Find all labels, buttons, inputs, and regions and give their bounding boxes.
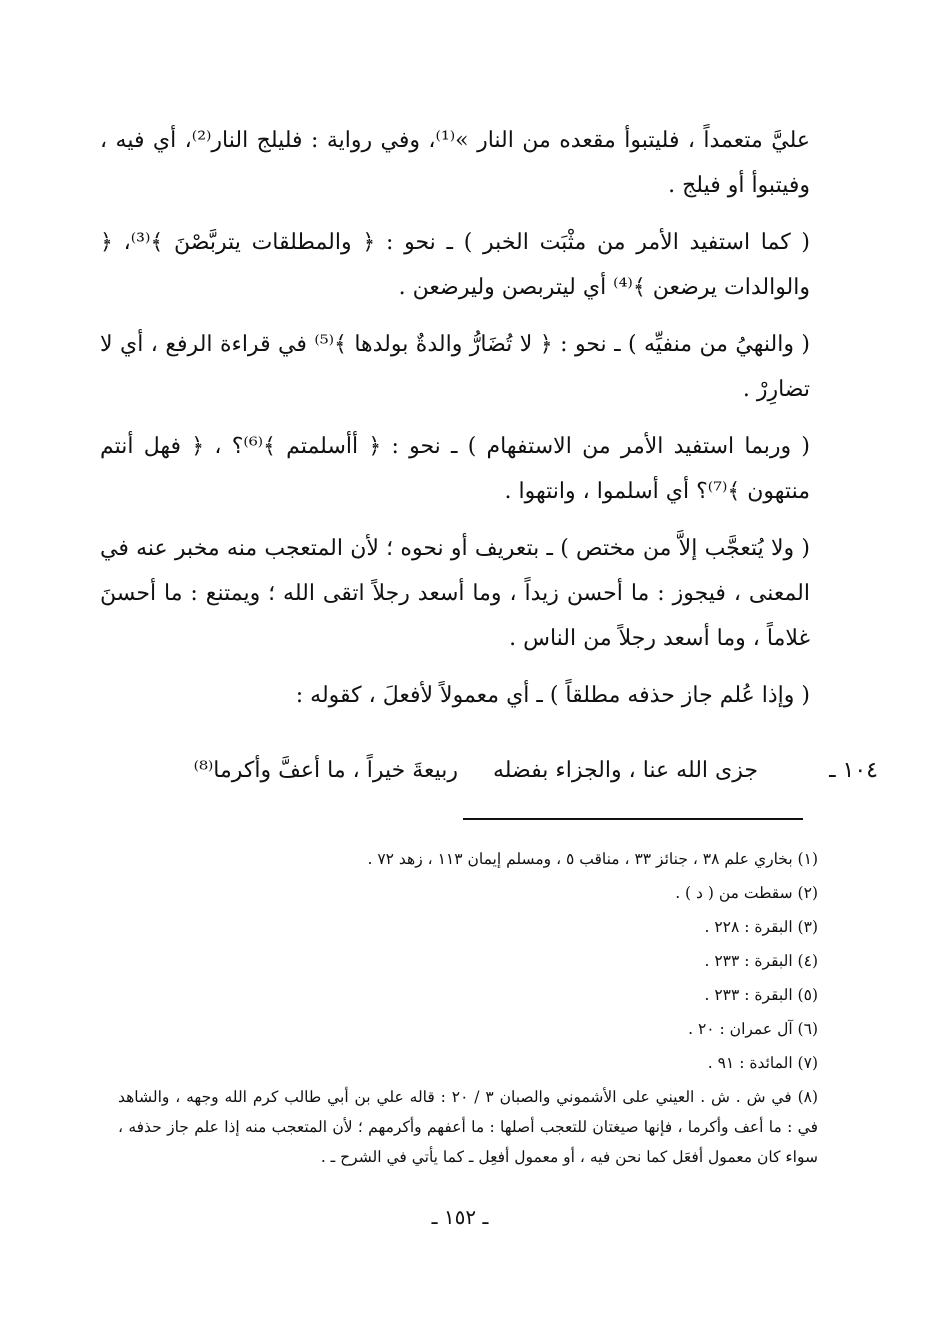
paragraph-1: عليَّ متعمداً ، فليتبوأ مقعده من النار »⁽¹⁾، وفي رواية : فليلج النار⁽²⁾، أي فيه ، وفيتبوأ أو فيلج . bbox=[100, 128, 811, 198]
paragraph-5: ( ولا يُتعجَّب إلاَّ من مختص ) ـ بتعريف أو نحوه ؛ لأن المتعجب منه مخبر عنه في المعنى ، فيجوز : ما أحسن زيداً ، وما أسعد رجلاً اتقى الله ؛ ويمتنع : ما أحسنَ غلاماً ، وما أسعد رجلاً من الناس . bbox=[100, 536, 810, 651]
footnote-1: (١) بخاري علم ٣٨ ، جنائز ٣٣ ، مناقب ٥ ، ومسلم إيمان ١١٣ ، زهد ٧٢ . bbox=[367, 850, 818, 868]
verse-hemistich-second: ربيعةَ خيراً ، ما أعفَّ وأكرما⁽⁸⁾ bbox=[193, 758, 458, 783]
paragraph-3: ( والنهيُ من منفيِّه ) ـ نحو : ﴿ لا تُضَارُّ والدةٌ بولدها ﴾⁽⁵⁾ في قراءة الرفع ، أي لا تضارِرْ . bbox=[100, 332, 811, 402]
paragraph-4: ( وربما استفيد الأمر من الاستفهام ) ـ نحو : ﴿ أأسلمتم ﴾⁽⁶⁾؟ ، ﴿ فهل أنتم منتهون ﴾⁽⁷⁾؟ أي أسلموا ، وانتهوا . bbox=[100, 434, 810, 504]
footnote-2: (٢) سقطت من ( د ) . bbox=[675, 884, 818, 902]
footnote-4: (٤) البقرة : ٢٣٣ . bbox=[704, 952, 818, 970]
footnotes bbox=[118, 842, 818, 1172]
paragraph-6: ( وإذا عُلم جاز حذفه مطلقاً ) ـ أي معمولاً لأفعلَ ، كقوله : bbox=[295, 683, 810, 708]
verse-hemistich-first: جزى الله عنا ، والجزاء بفضله bbox=[492, 758, 758, 783]
footnote-5: (٥) البقرة : ٢٣٣ . bbox=[704, 986, 818, 1004]
footnote-8: (٨) في ش . ش . العيني على الأشموني والصبان ٣ / ٢٠ : قاله علي بن أبي طالب كرم الله وجهه ، والشاهد في : ما أعف وأكرما ، فإنها صيغتان للتعجب أصلها : ما أعفهم وأكرمهم ؛ لأن المتعجب منه إذا علم جاز حذفه ، سواء كان معمول أفعَل كما نحن فيه ، أو معمول أفعِل ـ كما يأتي في الشرح ـ . bbox=[118, 1088, 819, 1166]
footnote-separator bbox=[463, 818, 803, 820]
main-text bbox=[100, 118, 810, 730]
footnote-7: (٧) المائدة : ٩١ . bbox=[707, 1054, 818, 1072]
footnote-6: (٦) آل عمران : ٢٠ . bbox=[688, 1020, 818, 1038]
poetry-verse bbox=[118, 748, 878, 794]
verse-number: ١٠٤ ـ bbox=[829, 758, 878, 783]
paragraph-2: ( كما استفيد الأمر من مثْبَت الخبر ) ـ نحو : ﴿ والمطلقات يتربَّصْنَ ﴾⁽³⁾، ﴿ والوالدات يرضعن ﴾⁽⁴⁾ أي ليتربصن وليرضعن . bbox=[100, 230, 811, 300]
page-number: ـ ١٥٢ ـ bbox=[431, 1205, 489, 1229]
footnote-3: (٣) البقرة : ٢٢٨ . bbox=[704, 918, 818, 936]
